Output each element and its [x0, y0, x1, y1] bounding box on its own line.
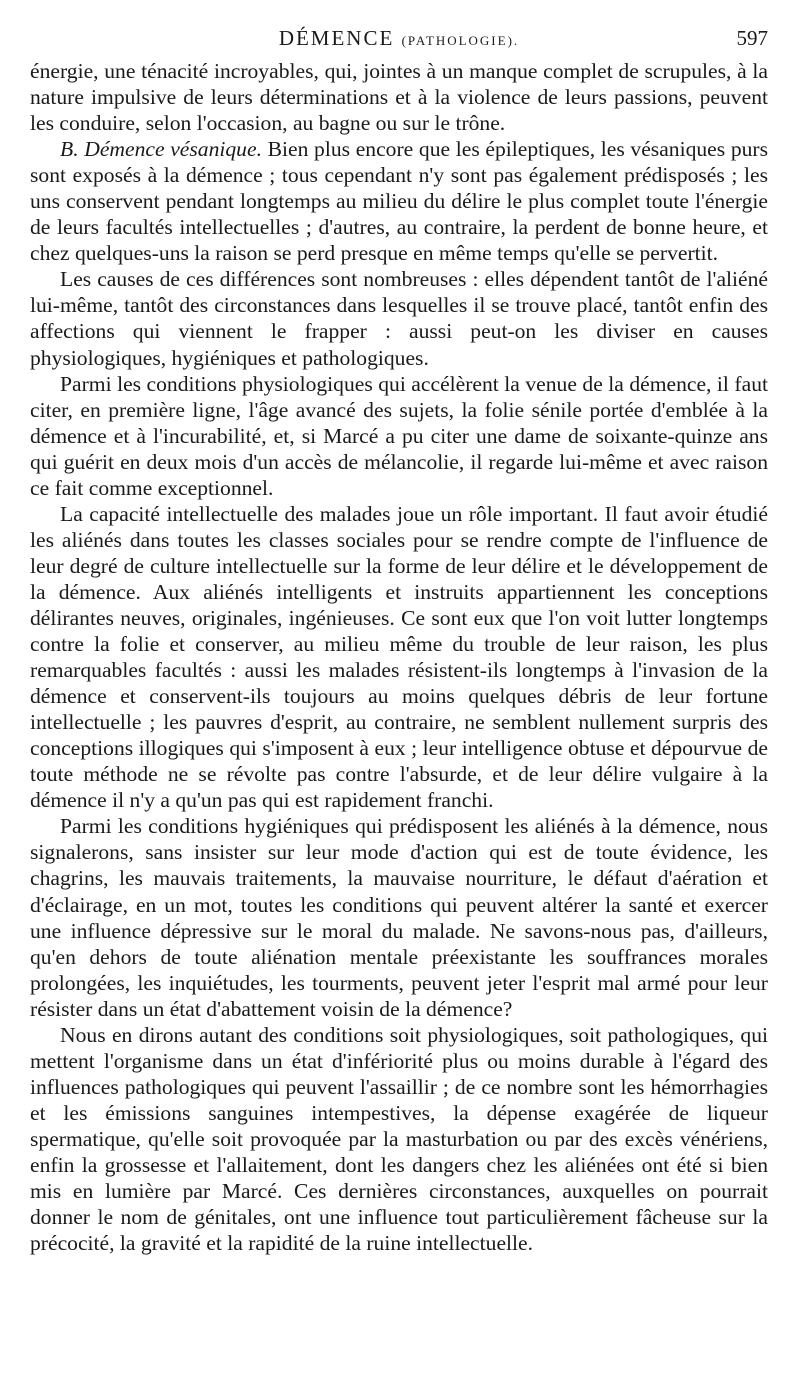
section-label: B. Démence vésanique. — [60, 137, 262, 162]
paragraph-4: Parmi les conditions physiologiques qui accélèrent la venue de la démence, il faut citer, en première ligne, l'âge avancé des sujets, la folie sénile portée d'emblée à la démence et à l'incurabilité, et, si Marcé a pu citer une dame de soixante-quinze ans qui guérit en deux mois d'un accès de mélancolie, il regarde lui-même et avec raison ce fait comme exceptionnel. — [30, 371, 768, 500]
paragraph-1: énergie, une ténacité incroyables, qui, jointes à un manque complet de scrupules, à la nature impulsive de leurs déterminations et à la violence de leurs passions, peuvent les conduire, selon l'occasion, au bagne ou sur le trône. — [30, 59, 768, 136]
paragraph-6: Parmi les conditions hygiéniques qui prédisposent les aliénés à la démence, nous signalerons, sans insister sur leur mode d'action qui est de toute évidence, les chagrins, les mauvais traitements, la mauvaise nourriture, le défaut d'aération et d'éclairage, en un mot, toutes les conditions qui peuvent altérer la santé et exercer une influence dépressive sur le moral du malade. Ne savons-nous pas, d'ailleurs, qu'en dehors de toute aliénation mentale préexistante les souffrances morales prolongées, les inquiétudes, les tourments, peuvent jeter l'esprit mal armé pour leur résister dans un état d'abattement voisin de la démence? — [30, 814, 768, 1021]
running-head-title-subtitle: (PATHOLOGIE). — [401, 33, 520, 48]
document-page — [30, 26, 768, 1256]
paragraph-2 — [30, 136, 768, 266]
paragraph-3: Les causes de ces différences sont nombreuses : elles dépendent tantôt de l'aliéné lui-même, tantôt des circonstances dans lesquelles il se trouve placé, tantôt enfin des affections qui viennent le frapper : aussi peut-on les diviser en causes physiologiques, hygiéniques et pathologiques. — [30, 267, 768, 370]
page-number: 597 — [736, 26, 768, 50]
paragraph-5: La capacité intellectuelle des malades joue un rôle important. Il faut avoir étudié les aliénés dans toutes les classes sociales pour se rendre compte de l'influence de leur degré de culture intellectuelle sur la forme de leur délire et le développement de la démence. Aux aliénés intelligents et instruits appartiennent les conceptions délirantes neuves, originales, ingénieuses. Ce sont eux que l'on voit lutter longtemps contre la folie et conserver, au milieu même du trouble de leur raison, les plus remarquables facultés : aussi les malades résistent-ils longtemps à l'invasion de la démence et conservent-ils toujours au moins quelques débris de leur fortune intellectuelle ; les pauvres d'esprit, au contraire, ne semblent nullement surpris des conceptions illogiques qui s'imposent à eux ; leur intelligence obtuse et dépourvue de toute méthode ne se révolte pas contre l'absurde, et de leur délire vulgaire à la démence il n'y a qu'un pas qui est rapidement franchi. — [30, 501, 768, 813]
paragraph-7: Nous en dirons autant des conditions soit physiologiques, soit pathologiques, qui mettent l'organisme dans un état d'infériorité plus ou moins durable à l'égard des influences pathologiques qui peuvent l'assaillir ; de ce nombre sont les hémorrhagies et les émissions sanguines intempestives, la dépense exagérée de liqueur spermatique, qu'elle soit provoquée par la masturbation ou par des excès vénériens, enfin la grossesse et l'allaitement, dont les dangers chez les aliénées ont été si bien mis en lumière par Marcé. Ces dernières circonstances, auxquelles on pourrait donner le nom de génitales, ont une influence tout particulièrement fâcheuse sur la précocité, la gravité et la rapidité de la ruine intellectuelle. — [30, 1022, 768, 1256]
running-head-title — [30, 26, 768, 51]
running-head — [30, 26, 768, 58]
body-text — [30, 58, 768, 1256]
running-head-title-main: DÉMENCE — [278, 26, 395, 50]
paragraph-2-text: Bien plus encore que les épileptiques, les vésaniques purs sont exposés à la démence ; tous cependant n'y sont pas également prédisposés ; les uns conservent pendant longtemps au milieu du délire le plus complet toute l'énergie de leurs facultés intellectuelles ; d'autres, au contraire, la perdent de bonne heure, et chez quelques-uns la raison se perd presque en même temps qu'elle se pervertit. — [30, 137, 769, 266]
